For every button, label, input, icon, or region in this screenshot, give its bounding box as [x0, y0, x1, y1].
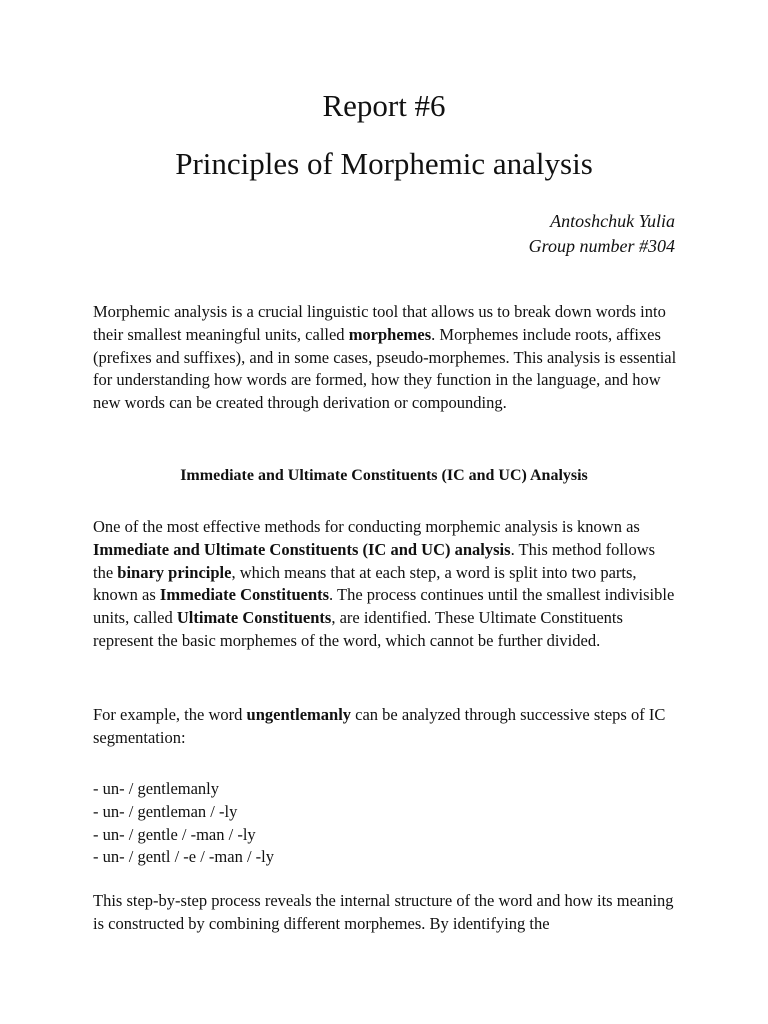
- list-item: - un- / gentlemanly: [93, 779, 220, 798]
- list-item: - un- / gentl / -e / -man / -ly: [93, 847, 274, 867]
- ic-text-3: , which means that at each step, a word is split into two parts, known as: [93, 562, 637, 605]
- ic-bold-2: binary principle: [117, 562, 232, 582]
- example-text-2: can be analyzed through successive steps of IC segmentation:: [93, 705, 666, 747]
- report-number-title: Report #6: [322, 88, 446, 123]
- ic-bold-3: Immediate Constituents: [159, 585, 330, 605]
- ic-bold-1: Immediate and Ultimate Constituents (IC and UC) analysis: [93, 539, 511, 559]
- ic-text-1: One of the most effective methods for conducting morphemic analysis is known as: [93, 517, 640, 536]
- list-item: - un- / gentle / -man / -ly: [93, 824, 256, 844]
- ic-text-5: , are identified. These Ultimate Constituents represent the basic morphemes of the word, which cannot be further divided.: [93, 608, 623, 650]
- ic-paragraph: [93, 516, 677, 653]
- author-block: [529, 209, 675, 259]
- report-main-title: Principles of Morphemic analysis: [175, 146, 593, 181]
- example-paragraph: [93, 704, 677, 750]
- intro-text-1: Morphemic analysis is a crucial linguistic tool that allows us to break down words into their smallest meaningful units, called: [93, 302, 666, 344]
- closing-paragraph: [93, 890, 677, 936]
- ic-text-2: . This method follows the: [93, 539, 656, 582]
- segmentation-steps-list: [93, 778, 274, 869]
- ic-text-4: . The process continues until the smallest indivisible units, called: [93, 585, 675, 628]
- closing-text: This step-by-step process reveals the internal structure of the word and how its meaning is constructed by combining different morphemes. By identifying the: [93, 891, 674, 933]
- group-number: Group number #304: [528, 236, 675, 256]
- example-bold-word: ungentlemanly: [246, 705, 352, 724]
- example-text-1: For example, the word: [93, 705, 247, 724]
- section-heading: Immediate and Ultimate Constituents (IC and UC) Analysis: [180, 467, 588, 484]
- intro-text-2: . Morphemes include roots, affixes (prefixes and suffixes), and in some cases, pseudo-morphemes. This analysis is essential for understanding how words are formed, how they function in the language, and how new words can be created through derivation or compounding.: [93, 324, 677, 413]
- ic-bold-4: Ultimate Constituents: [176, 608, 332, 628]
- intro-bold-morphemes: morphemes: [348, 324, 432, 344]
- list-item: - un- / gentleman / -ly: [93, 801, 238, 821]
- author-name: Antoshchuk Yulia: [550, 211, 675, 231]
- intro-paragraph: [93, 301, 677, 415]
